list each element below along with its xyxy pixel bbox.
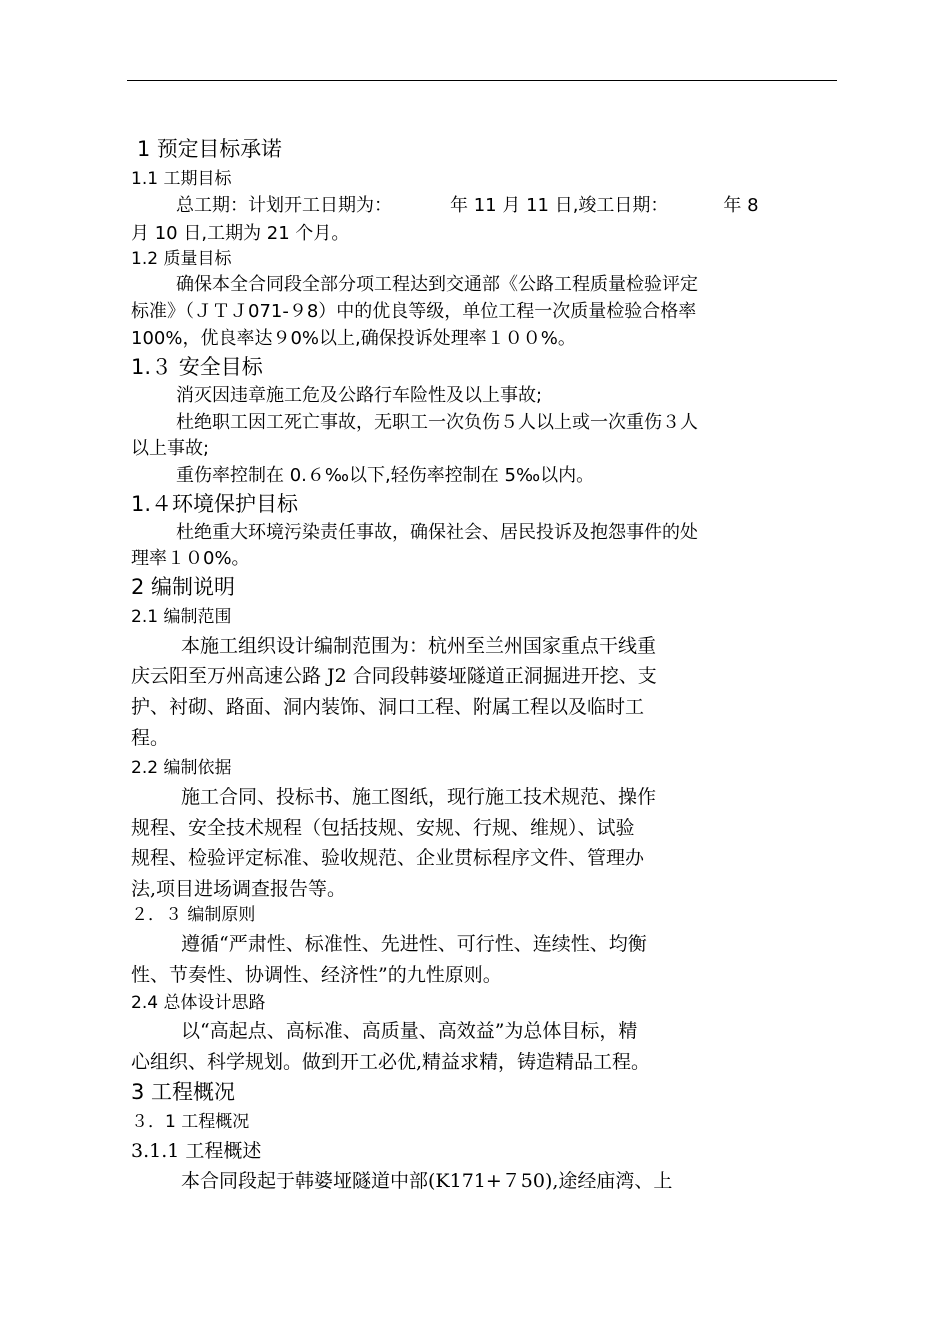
principle-line-1: 遵循“严肃性、标准性、先进性、可行性、连续性、均衡 bbox=[181, 933, 647, 955]
schedule-line-2: 月 10 日,工期为 21 个月。 bbox=[131, 223, 350, 244]
section-2-title: 2 编制说明 bbox=[131, 575, 236, 599]
safety-line-3: 以上事故; bbox=[131, 438, 210, 459]
section-2-2-title: 2.2 编制依据 bbox=[131, 758, 232, 778]
safety-line-2: 杜绝职工因工死亡事故，无职工一次负伤５人以上或一次重伤３人 bbox=[176, 412, 698, 433]
design-line-1: 以“高起点、高标准、高质量、高效益”为总体目标，精 bbox=[181, 1020, 638, 1042]
environment-line-1: 杜绝重大环境污染责任事故，确保社会、居民投诉及抱怨事件的处 bbox=[176, 522, 698, 543]
section-1-2-title: 1.2 质量目标 bbox=[131, 249, 232, 269]
overview-line-1: 本合同段起于韩婆垭隧道中部(K171+７50),途经庙湾、上 bbox=[181, 1170, 673, 1192]
section-1-3-title: 1.３ 安全目标 bbox=[131, 355, 263, 379]
quality-line-2: 标准》（ＪＴＪ071-９8）中的优良等级，单位工程一次质量检验合格率 bbox=[131, 301, 697, 322]
basis-line-2: 规程、安全技术规程（包括技规、安规、行规、维规）、试验 bbox=[131, 817, 635, 839]
design-line-2: 心组织、科学规划。做到开工必优,精益求精，铸造精品工程。 bbox=[131, 1051, 651, 1073]
principle-line-2: 性、节奏性、协调性、经济性”的九性原则。 bbox=[131, 964, 502, 986]
section-2-4-title: 2.4 总体设计思路 bbox=[131, 993, 266, 1013]
schedule-end-date: 年 8 bbox=[723, 195, 759, 216]
basis-line-1: 施工合同、投标书、施工图纸，现行施工技术规范、操作 bbox=[181, 786, 657, 808]
quality-line-3: 100%，优良率达９0%以上,确保投诉处理率１００%。 bbox=[131, 328, 576, 349]
basis-line-3: 规程、检验评定标准、验收规范、企业贯标程序文件、管理办 bbox=[131, 847, 645, 869]
scope-line-3: 护、衬砌、路面、洞内装饰、洞口工程、附属工程以及临时工 bbox=[131, 696, 645, 718]
section-3-1-title: ３．1 工程概况 bbox=[131, 1112, 250, 1132]
section-1-4-title: 1.４环境保护目标 bbox=[131, 492, 299, 516]
scope-line-2: 庆云阳至万州高速公路 J2 合同段韩婆垭隧道正洞掘进开挖、支 bbox=[131, 665, 657, 687]
schedule-start-date: 年 11 月 11 日,竣工日期： bbox=[450, 195, 669, 216]
environment-line-2: 理率１０0%。 bbox=[131, 548, 250, 569]
quality-line-1: 确保本全合同段全部分项工程达到交通部《公路工程质量检验评定 bbox=[176, 274, 698, 295]
section-2-3-title: ２．３ 编制原则 bbox=[131, 905, 256, 925]
header-rule bbox=[127, 80, 837, 81]
section-2-1-title: 2.1 编制范围 bbox=[131, 607, 232, 627]
section-1-1-title: 1.1 工期目标 bbox=[131, 169, 232, 189]
safety-line-1: 消灭因违章施工危及公路行车险性及以上事故; bbox=[176, 385, 543, 406]
schedule-start-label: 总工期：计划开工日期为： bbox=[176, 195, 392, 216]
section-1-title: 1 预定目标承诺 bbox=[137, 137, 282, 161]
scope-line-1: 本施工组织设计编制范围为：杭州至兰州国家重点干线重 bbox=[181, 635, 657, 657]
safety-line-4: 重伤率控制在 0.６‰以下,轻伤率控制在 5‰以内。 bbox=[176, 465, 595, 486]
section-3-1-1-title: 3.1.1 工程概述 bbox=[131, 1140, 262, 1162]
section-3-title: 3 工程概况 bbox=[131, 1080, 236, 1104]
schedule-line-1 bbox=[131, 197, 837, 215]
scope-line-4: 程。 bbox=[131, 727, 170, 749]
basis-line-4: 法,项目进场调查报告等。 bbox=[131, 878, 347, 900]
